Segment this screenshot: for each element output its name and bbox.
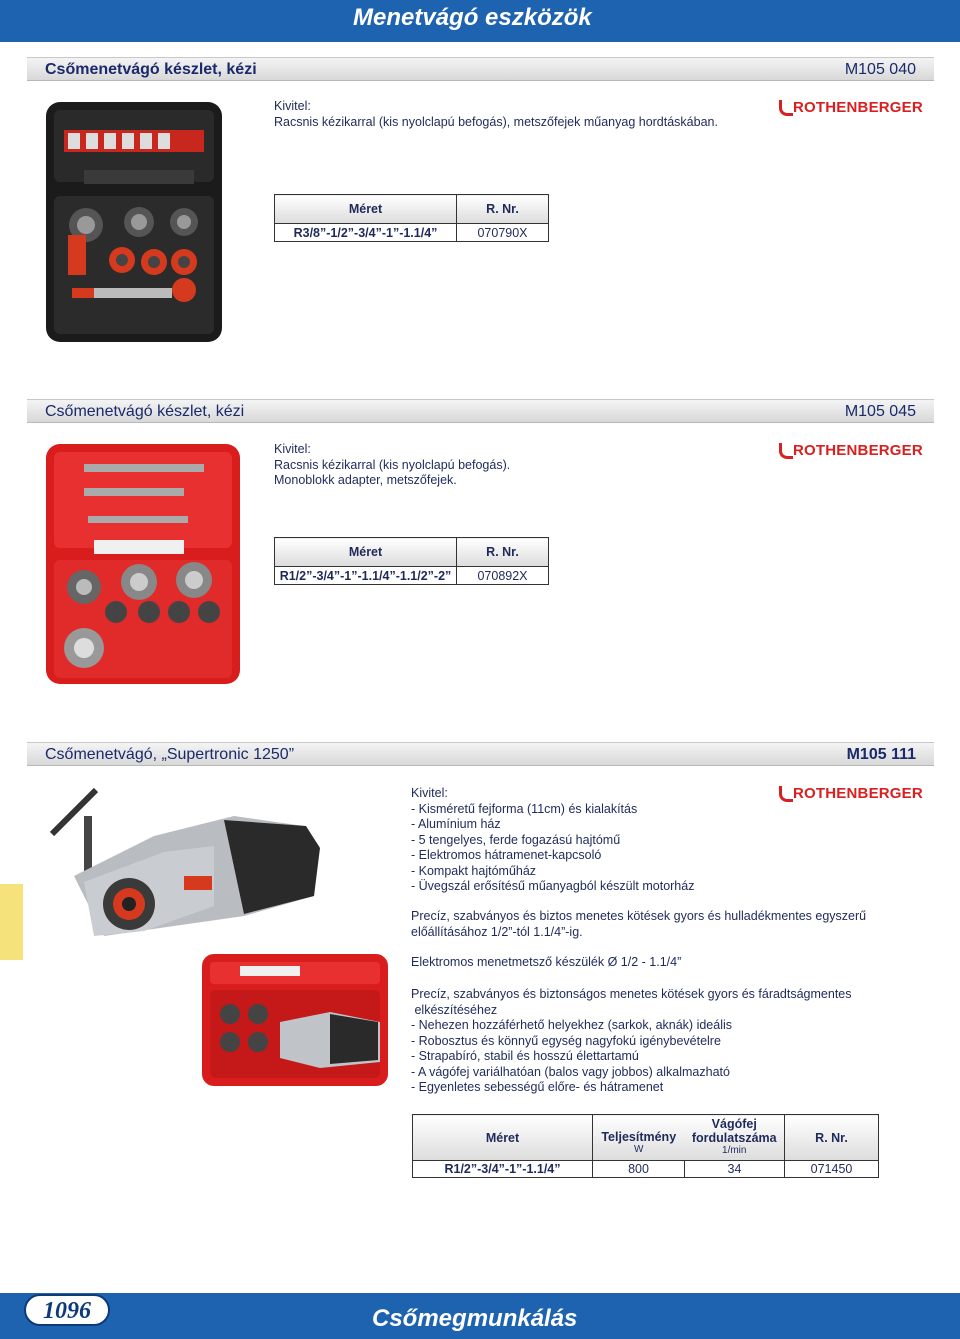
brand-logo	[779, 98, 923, 120]
section-title: Csőmenetvágó, „Supertronic 1250”	[45, 746, 295, 763]
desc-line: Precíz, szabványos és biztonságos menetes kötések gyors és fáradtságmentes	[411, 987, 852, 1001]
desc-line: - A vágófej variálhatóan (balos vagy jobbos) alkalmazható	[411, 1064, 730, 1079]
desc-line: - Kisméretű fejforma (11cm) és kialakítás	[411, 801, 638, 816]
section-1-desc	[274, 99, 718, 130]
section-title: Csőmenetvágó készlet, kézi	[45, 403, 245, 420]
section-3-para1	[411, 909, 866, 940]
product-image-supertronic	[44, 786, 326, 948]
section-code: M105 040	[844, 61, 916, 78]
cell-size: R1/2”-3/4”-1”-1.1/4”-1.1/2”-2”	[275, 567, 457, 585]
col-header-size: Méret	[275, 538, 457, 567]
desc-line: - Egyenletes sebességű előre- és hátramenet	[411, 1080, 664, 1094]
col-header-rpm	[685, 1115, 785, 1161]
section-3-para3	[411, 987, 852, 1096]
desc-line: Monoblokk adapter, metszőfejek.	[274, 473, 457, 487]
desc-line: - Elektromos hátramenet-kapcsoló	[411, 848, 602, 862]
logo-text: ROTHENBERGER	[793, 785, 923, 802]
col-header-nr: R. Nr.	[457, 538, 549, 567]
col-header-size: Méret	[275, 195, 457, 224]
header-bar	[0, 0, 960, 42]
product-image-case-1	[44, 100, 224, 345]
col-header-nr: R. Nr.	[785, 1115, 879, 1161]
col-header-nr: R. Nr.	[457, 195, 549, 224]
cell-nr: 070790X	[457, 224, 549, 242]
side-tab-marker	[0, 884, 23, 960]
section-2-desc	[274, 442, 510, 489]
header-unit: 1/min	[722, 1145, 747, 1156]
product-image-case-3	[200, 952, 390, 1088]
page-title: Menetvágó eszközök	[353, 4, 592, 31]
desc-line: Kivitel:	[274, 99, 311, 113]
desc-line: - Robosztus és könnyű egység nagyfokú igénybevételre	[411, 1033, 721, 1048]
page-number: 1096	[43, 1298, 91, 1324]
logo-mark-icon	[779, 100, 793, 116]
section-title: Csőmenetvágó készlet, kézi	[45, 61, 257, 78]
desc-line: - Alumínium ház	[411, 817, 501, 831]
desc-line: - Kompakt hajtóműház	[411, 863, 537, 878]
desc-line: Kivitel:	[274, 442, 311, 456]
col-header-power	[593, 1115, 685, 1161]
header-unit: W	[634, 1144, 644, 1155]
header-label: Vágófej	[711, 1117, 757, 1131]
header-label: Teljesítmény	[601, 1130, 677, 1144]
logo-text: ROTHENBERGER	[793, 442, 923, 459]
section-code: M105 045	[844, 403, 916, 420]
cell-nr: 071450	[785, 1161, 879, 1178]
col-header-size: Méret	[413, 1115, 593, 1161]
cell-size: R1/2”-3/4”-1”-1.1/4”	[413, 1161, 593, 1178]
section-bar-3	[27, 742, 934, 766]
logo-mark-icon	[779, 443, 793, 459]
desc-line: - Üvegszál erősítésű műanyagból készült motorház	[411, 879, 695, 893]
desc-line: elkészítéséhez	[411, 1002, 498, 1017]
cell-power: 800	[593, 1161, 685, 1178]
header-label: fordulatszáma	[691, 1131, 777, 1145]
section-3-features	[411, 786, 694, 895]
cell-size: R3/8”-1/2”-3/4”-1”-1.1/4”	[275, 224, 457, 242]
desc-line: Kivitel:	[411, 786, 448, 800]
page-number-badge	[24, 1294, 110, 1326]
desc-line: Elektromos menetmetsző készülék Ø 1/2 - 1.1/4”	[411, 955, 682, 969]
section-bar-1	[27, 57, 934, 81]
spec-table-3	[412, 1114, 879, 1178]
desc-line: - 5 tengelyes, ferde fogazású hajtómű	[411, 832, 621, 847]
desc-line: Racsnis kézikarral (kis nyolclapú befogás), metszőfejek műanyag hordtáskában.	[274, 114, 718, 129]
logo-mark-icon	[779, 786, 793, 802]
section-3-para2	[411, 955, 681, 971]
cell-rpm: 34	[685, 1161, 785, 1178]
cell-nr: 070892X	[457, 567, 549, 585]
footer-title: Csőmegmunkálás	[372, 1305, 578, 1332]
section-code: M105 111	[846, 746, 916, 763]
desc-line: előállításához 1/2”-tól 1.1/4”-ig.	[411, 924, 583, 939]
desc-line: Racsnis kézikarral (kis nyolclapú befogás).	[274, 457, 511, 472]
brand-logo	[779, 441, 923, 463]
section-bar-2	[27, 399, 934, 423]
spec-table-2	[274, 537, 549, 585]
logo-text: ROTHENBERGER	[793, 99, 923, 116]
desc-line: - Strapabíró, stabil és hosszú élettartamú	[411, 1049, 639, 1063]
desc-line: - Nehezen hozzáférhető helyekhez (sarkok, aknák) ideális	[411, 1018, 733, 1032]
spec-table-1	[274, 194, 549, 242]
desc-line: Precíz, szabványos és biztos menetes kötések gyors és hulladékmentes egyszerű	[411, 909, 867, 923]
footer-bar	[0, 1293, 960, 1339]
product-image-case-2	[44, 442, 242, 686]
brand-logo	[779, 784, 923, 806]
